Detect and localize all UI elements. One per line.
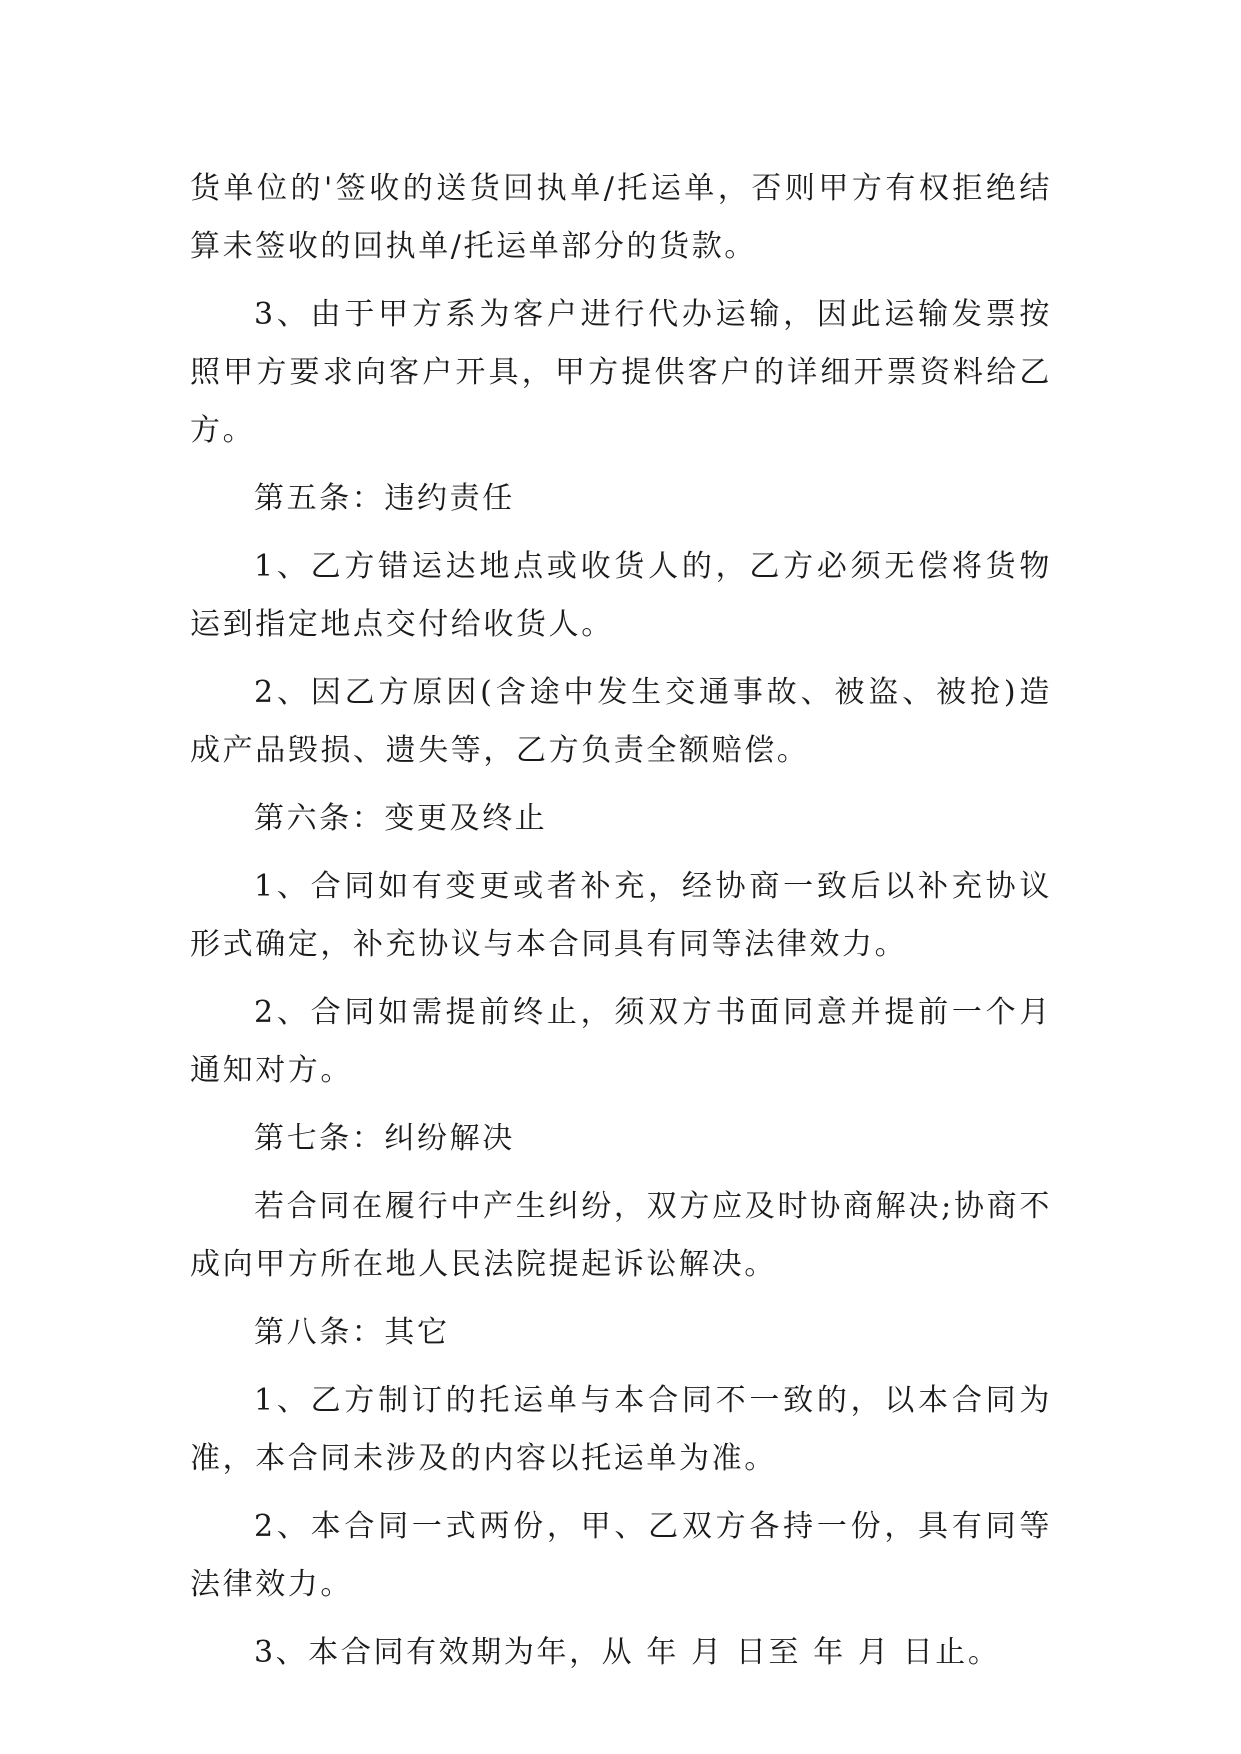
paragraph-early-termination: 2、合同如需提前终止，须双方书面同意并提前一个月通知对方。 (190, 995, 1052, 1088)
section-heading-article-8: 第八条：其它 (254, 1315, 450, 1350)
paragraph-contract-amendment: 1、合同如有变更或者补充，经协商一致后以补充协议形式确定，补充协议与本合同具有同等法律效力。 (190, 869, 1052, 962)
paragraph-wrong-delivery: 1、乙方错运达地点或收货人的，乙方必须无偿将货物运到指定地点交付给收货人。 (190, 549, 1052, 642)
document-body (190, 160, 1052, 1692)
paragraph-payment-receipt: 货单位的'签收的送货回执单/托运单，否则甲方有权拒绝结算未签收的回执单/托运单部分的货款。 (190, 171, 1052, 264)
paragraph-waybill-precedence: 1、乙方制订的托运单与本合同不一致的，以本合同为准，本合同未涉及的内容以托运单为准。 (190, 1383, 1052, 1476)
section-heading-article-5: 第五条：违约责任 (254, 481, 515, 516)
paragraph-validity-period: 3、本合同有效期为年，从 年 月 日至 年 月 日止。 (254, 1635, 1001, 1670)
section-heading-article-6: 第六条：变更及终止 (254, 801, 548, 836)
paragraph-copies: 2、本合同一式两份，甲、乙双方各持一份，具有同等法律效力。 (190, 1509, 1052, 1602)
section-heading-article-7: 第七条：纠纷解决 (254, 1121, 515, 1156)
paragraph-damage-compensation: 2、因乙方原因(含途中发生交通事故、被盗、被抢)造成产品毁损、遗失等，乙方负责全额赔偿。 (190, 675, 1052, 768)
paragraph-invoice-clause: 3、由于甲方系为客户进行代办运输，因此运输发票按照甲方要求向客户开具，甲方提供客户的详细开票资料给乙方。 (190, 297, 1052, 448)
paragraph-dispute-resolution: 若合同在履行中产生纠纷，双方应及时协商解决;协商不成向甲方所在地人民法院提起诉讼解决。 (190, 1189, 1052, 1282)
